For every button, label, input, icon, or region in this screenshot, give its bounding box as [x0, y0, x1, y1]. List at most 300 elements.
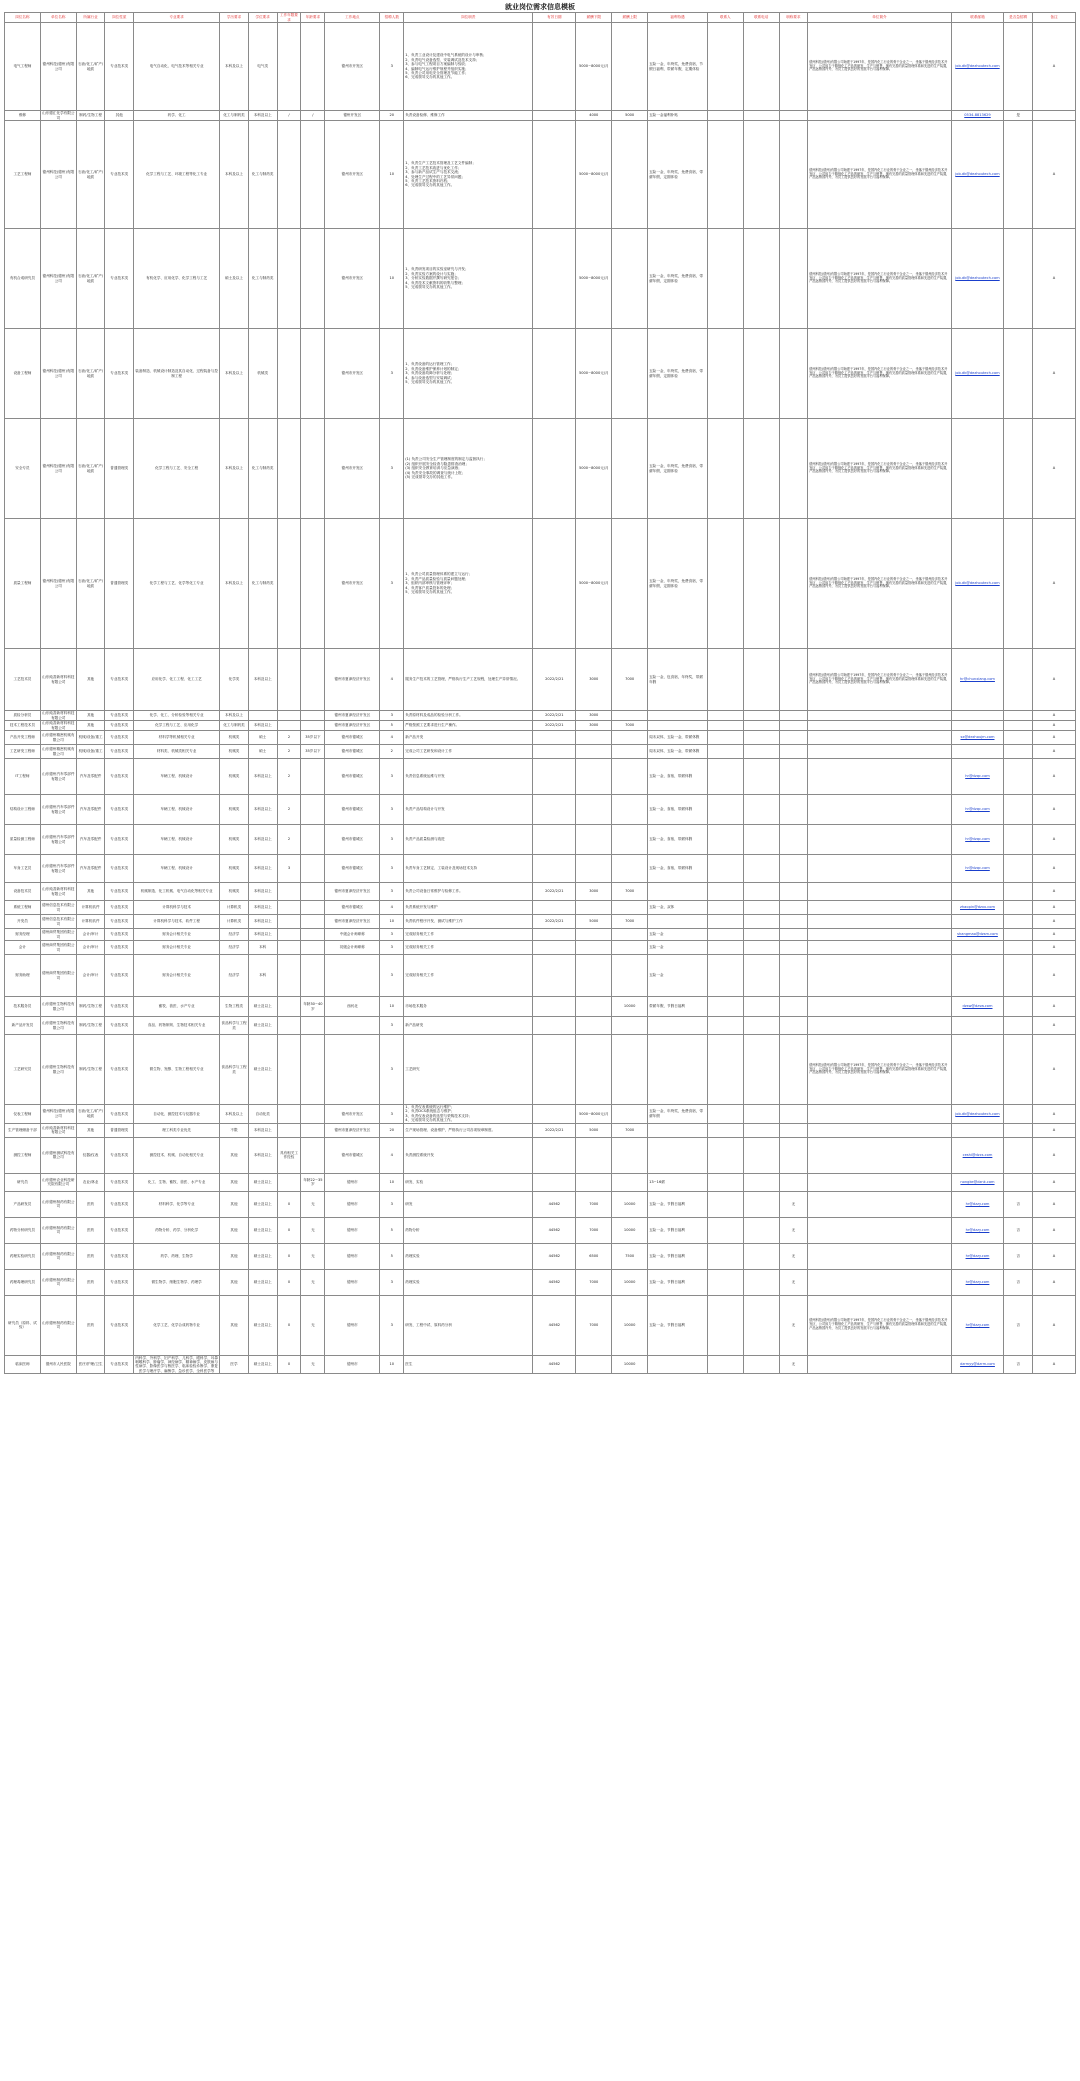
years-cell: 0 [277, 1355, 301, 1374]
age-cell: 年龄22~35岁 [301, 1173, 325, 1191]
date-cell [533, 519, 576, 649]
low-cell: 5000~8000元/月 [576, 419, 612, 519]
industry-cell: 制药/生物工程 [76, 111, 105, 121]
major2-cell: 本科及以上 [248, 1137, 277, 1173]
email-link[interactable]: zhaopin@dzxx.com [960, 905, 995, 910]
age-cell [301, 915, 325, 929]
major2-cell: 本科及以上 [248, 825, 277, 855]
email-link[interactable]: hr@dzzy.com [965, 1322, 990, 1327]
name-cell: 财务助理 [5, 955, 41, 997]
major-cell: 财务会计相关专业 [134, 929, 220, 941]
date-cell [533, 997, 576, 1017]
major2-cell: 硕士及以上 [248, 1217, 277, 1243]
phone-cell [743, 711, 779, 721]
column-header: 有效日期 [533, 13, 576, 23]
high-cell [612, 929, 648, 941]
table-row [5, 825, 1076, 855]
email-cell [951, 915, 1004, 929]
column-header: 联系人 [707, 13, 743, 23]
years-cell [277, 883, 301, 901]
phone-cell [743, 855, 779, 883]
low-cell: 5000~8000元/月 [576, 121, 612, 229]
major-cell: 车辆工程、机械设计 [134, 855, 220, 883]
name-cell: 技术服务员 [5, 997, 41, 1017]
years-cell [277, 1017, 301, 1035]
nature-cell: 专业技术类 [105, 23, 134, 111]
duty-cell: 1、负责生产工艺技术管理及工艺文件编制； 2、负责工艺技术改进与优化工作； 3、参与新产品试生产与技术交流； 4、处理生产过程中的工艺异常问题； 5、负责工艺技术资料归档； 6、完成领导交办的其他工作。 [404, 121, 533, 229]
company-cell: 山东德州生物科技有限公司 [40, 1017, 76, 1035]
company-intro-cell [808, 955, 951, 997]
low-cell: 7000 [576, 1269, 612, 1295]
nature-cell: 专业技术类 [105, 731, 134, 745]
email-link[interactable]: hr@dzqc.com [965, 807, 990, 812]
count-cell: 4 [380, 731, 404, 745]
phone-cell [743, 1269, 779, 1295]
table-row [5, 649, 1076, 711]
industry-cell: 医药 [76, 1269, 105, 1295]
industry-cell: 医疗/护理/卫生 [76, 1355, 105, 1374]
name-cell: 临床医师 [5, 1355, 41, 1374]
email-link[interactable]: nongke@dznk.com [960, 1179, 995, 1184]
date-cell: 44562 [533, 1217, 576, 1243]
major-cell: 微生物学、细胞生物学、药理学 [134, 1269, 220, 1295]
email-link[interactable]: dzsw@dzsw.com [962, 1004, 993, 1009]
phone-cell [743, 111, 779, 121]
duty-cell: 完成财务相关工作 [404, 955, 533, 997]
duty-cell: 完成财务相关工作 [404, 929, 533, 941]
contact-cell [707, 111, 743, 121]
low-cell: 5000 [576, 1123, 612, 1137]
years-cell [277, 1173, 301, 1191]
industry-cell: 其他 [76, 711, 105, 721]
major-cell: 内科学、外科学、妇产科学、儿科学、眼科学、耳鼻咽喉科学、肿瘤学、神经病学、精神病学、皮肤病与性病学、影像医学与核医学、临床检验诊断学、康复医学与理疗学、麻醉学、急诊医学、全科医学等 [135, 1355, 218, 1373]
company-intro-cell [808, 795, 951, 825]
degree-cell: 化工与制药类 [220, 721, 249, 731]
major2-cell: 硕士及以上 [248, 1269, 277, 1295]
title_req-cell [779, 825, 808, 855]
company-cell: 德州商贸集团有限公司 [42, 930, 75, 939]
email-cell [951, 929, 1004, 941]
name-cell: 药理实验研究员 [5, 1243, 41, 1269]
table-row [5, 1295, 1076, 1355]
title_req-cell: 无 [779, 1191, 808, 1217]
duty-cell: 负责车身工艺制定、工装设计及现场技术支持 [404, 855, 533, 883]
nature-cell: 专业技术类 [105, 883, 134, 901]
email-link[interactable]: hr@dzqc.com [965, 837, 990, 842]
contact-cell [707, 1017, 743, 1035]
title_req-cell [779, 111, 808, 121]
urgent-cell [1004, 941, 1033, 955]
industry-cell: 会计/审计 [76, 929, 105, 941]
date-cell [533, 329, 576, 419]
date-cell [533, 731, 576, 745]
nature-cell: 普通管理类 [105, 519, 134, 649]
note-cell: A [1032, 795, 1075, 825]
nature-cell: 专业技术类 [105, 929, 134, 941]
date-cell [533, 419, 576, 519]
email-cell [951, 795, 1004, 825]
low-cell [576, 1035, 612, 1105]
email-link[interactable]: job.dk@dezhoutech.com [955, 64, 1000, 69]
job-table [4, 12, 1076, 1374]
high-cell: 10000 [612, 1217, 648, 1243]
count-cell: 3 [380, 929, 404, 941]
column-header: 工作年限要求 [277, 13, 301, 23]
welfare-cell: 13~16薪 [648, 1173, 708, 1191]
contact-cell [707, 229, 743, 329]
place-cell: 德州市夏津经济开发区 [325, 1123, 380, 1137]
age-cell: 无 [301, 1217, 325, 1243]
contact-cell [707, 1173, 743, 1191]
major2-cell: 硕士 [248, 731, 277, 745]
table-row [5, 929, 1076, 941]
age-cell [301, 229, 325, 329]
title_req-cell [779, 711, 808, 721]
high-cell: 10000 [612, 1191, 648, 1217]
contact-cell [707, 941, 743, 955]
count-cell: 20 [380, 1123, 404, 1137]
email-cell [951, 229, 1004, 329]
date-cell [533, 229, 576, 329]
low-cell [576, 759, 612, 795]
industry-cell: 其他 [76, 1123, 105, 1137]
low-cell: 5000~8000元/月 [576, 229, 612, 329]
age-cell: 无 [301, 1191, 325, 1217]
email-link[interactable]: hr@dzzy.com [965, 1201, 990, 1206]
industry-cell: 石油/化工/矿产/地质 [76, 229, 105, 329]
nature-cell: 专业技术类 [105, 711, 134, 721]
count-cell: 3 [380, 855, 404, 883]
column-header: 工作地点 [325, 13, 380, 23]
phone-cell [743, 649, 779, 711]
welfare-cell: 五险一金 [648, 929, 708, 941]
degree-cell: 机械类 [220, 883, 249, 901]
nature-cell: 专业技术类 [105, 825, 134, 855]
contact-cell [707, 1137, 743, 1173]
years-cell [277, 23, 301, 111]
phone-cell [743, 1137, 779, 1173]
table-row [5, 1137, 1076, 1173]
degree-cell: 本科及以上 [220, 329, 249, 419]
email-link[interactable]: job.dk@dezhoutech.com [955, 172, 1000, 177]
welfare-cell: 五险一金，节假日福利 [648, 1269, 708, 1295]
name-cell: 生产管理储备干部 [5, 1123, 41, 1137]
low-cell [576, 901, 612, 915]
low-cell: 5000~8000元/月 [576, 23, 612, 111]
major-cell: 畜牧、兽医、水产专业 [134, 997, 220, 1017]
table-row [5, 1243, 1076, 1269]
email-link[interactable]: job.dk@dezhoutech.com [955, 1111, 1000, 1116]
company-cell: 山东德州制药有限公司 [40, 1191, 76, 1217]
major-cell: 财务会计相关专业 [134, 941, 220, 955]
contact-cell [707, 419, 743, 519]
email-cell [951, 1269, 1004, 1295]
industry-cell: 机械/设备/重工 [76, 731, 105, 745]
email-link[interactable]: dzrmyy@dzrm.com [960, 1362, 995, 1367]
column-header: 招聘人数 [380, 13, 404, 23]
major-cell: 化学、化工、分析检验等相关专业 [134, 711, 220, 721]
name-cell: 质量检测工程师 [5, 825, 41, 855]
company-cell: 德州信息技术有限公司 [40, 915, 76, 929]
count-cell: 3 [380, 519, 404, 649]
title_req-cell [779, 901, 808, 915]
years-cell [277, 901, 301, 915]
date-cell [533, 1137, 576, 1173]
email-cell [951, 855, 1004, 883]
urgent-cell [1004, 1105, 1033, 1124]
table-row [5, 1355, 1076, 1374]
urgent-cell: 否 [1004, 1191, 1033, 1217]
note-cell: A [1032, 1295, 1075, 1355]
low-cell: 7000 [576, 1217, 612, 1243]
nature-cell: 专业技术类 [105, 1217, 134, 1243]
name-cell: 开发员 [5, 915, 41, 929]
email-link[interactable]: hr@dzqc.com [965, 866, 990, 871]
phone-cell [743, 1355, 779, 1374]
count-cell: 4 [380, 1137, 404, 1173]
contact-cell [707, 711, 743, 721]
welfare-cell: 五险一金，节假日福利 [648, 1191, 708, 1217]
contact-cell [707, 649, 743, 711]
email-cell [951, 955, 1004, 997]
email-cell [951, 901, 1004, 915]
major2-cell [248, 711, 277, 721]
title_req-cell [779, 1137, 808, 1173]
age-cell [301, 759, 325, 795]
name-cell: 质量工程师 [5, 519, 41, 649]
name-cell: 工艺技术员 [5, 649, 41, 711]
name-cell: 研究员 [5, 1173, 41, 1191]
email-link[interactable]: job.dk@dezhoutech.com [955, 581, 1000, 586]
email-link[interactable]: job.dk@dezhoutech.com [955, 371, 1000, 376]
low-cell: 5000~8000元/月 [576, 519, 612, 649]
email-link[interactable]: hr@dzzy.com [965, 1227, 990, 1232]
high-cell [612, 121, 648, 229]
contact-cell [707, 329, 743, 419]
age-cell [301, 1035, 325, 1105]
years-cell: 2 [277, 759, 301, 795]
phone-cell [743, 745, 779, 759]
place-cell: 德州市德城区 [325, 731, 380, 745]
welfare-cell [648, 1123, 708, 1137]
email-link[interactable]: 0534-8813629 [964, 113, 991, 118]
count-cell: 3 [380, 1295, 404, 1355]
count-cell: 5 [380, 1217, 404, 1243]
welfare-cell: 五险一金，食宿，带薪休假 [648, 825, 708, 855]
age-cell [301, 711, 325, 721]
count-cell: 5 [380, 721, 404, 731]
header-row [5, 13, 1076, 23]
industry-cell: 其他 [76, 649, 105, 711]
phone-cell [743, 731, 779, 745]
email-link[interactable]: sx@dezhoujm.com [960, 735, 995, 740]
contact-cell [707, 883, 743, 901]
date-cell: 44562 [533, 1355, 576, 1374]
email-link[interactable]: shangmao@dzsm.com [957, 932, 998, 937]
nature-cell: 专业技术类 [105, 1105, 134, 1124]
email-cell [951, 1017, 1004, 1035]
low-cell [576, 997, 612, 1017]
degree-cell: 食品科学与工程类 [220, 1035, 249, 1105]
title_req-cell [779, 649, 808, 711]
note-cell: A [1032, 329, 1075, 419]
title_req-cell [779, 941, 808, 955]
high-cell [612, 825, 648, 855]
title_req-cell [779, 795, 808, 825]
place-cell: 德州开发区 [325, 111, 380, 121]
nature-cell: 专业技术类 [105, 649, 134, 711]
place-cell: 德州市开发区 [325, 519, 380, 649]
email-cell [951, 745, 1004, 759]
email-link[interactable]: hr@dzzy.com [965, 1253, 990, 1258]
title_req-cell [779, 997, 808, 1017]
contact-cell [707, 929, 743, 941]
company-cell: 德州科技(德州)有限公司 [40, 1105, 76, 1124]
note-cell [1032, 111, 1075, 121]
email-cell [951, 1123, 1004, 1137]
contact-cell [707, 1355, 743, 1374]
nature-cell: 专业技术类 [105, 1295, 134, 1355]
major-cell: 车辆工程、机械设计 [134, 825, 220, 855]
contact-cell [707, 1295, 743, 1355]
industry-cell: 医药 [76, 1243, 105, 1269]
column-header: 联系邮箱 [951, 13, 1004, 23]
column-header: 薪酬上限 [612, 13, 648, 23]
date-cell: 2022/2/21 [533, 649, 576, 711]
company-intro-cell [808, 915, 951, 929]
count-cell: 3 [380, 1191, 404, 1217]
phone-cell [743, 1243, 779, 1269]
count-cell: 3 [380, 711, 404, 721]
low-cell: 3000 [576, 721, 612, 731]
nature-cell: 专业技术类 [105, 721, 134, 731]
date-cell: 44562 [533, 1295, 576, 1355]
email-link[interactable]: ceshi@dzcs.com [962, 1152, 993, 1157]
duty-cell: 药物分析 [404, 1217, 533, 1243]
major-cell: 计算机科学与技术、软件工程 [134, 915, 220, 929]
degree-cell: 其他 [220, 1173, 249, 1191]
high-cell: 7000 [612, 721, 648, 731]
high-cell [612, 901, 648, 915]
degree-cell: 食品科学与工程类 [220, 1017, 249, 1035]
date-cell [533, 1017, 576, 1035]
degree-cell: 其他 [220, 1269, 249, 1295]
phone-cell [743, 721, 779, 731]
years-cell: 2 [277, 745, 301, 759]
email-link[interactable]: hr@dzqc.com [965, 774, 990, 779]
name-cell: 仪表工程师 [5, 1105, 41, 1124]
low-cell: 6500 [576, 1243, 612, 1269]
email-cell [951, 23, 1004, 111]
email-link[interactable]: hr@dzzy.com [965, 1279, 990, 1284]
name-cell: 维修 [5, 111, 41, 121]
table-row [5, 229, 1076, 329]
company-intro-cell: 德州科技(德州)有限公司始建于1997年，是国内化工行业的骨干企业之一，坐落于德州经济技术开发区，公司致力于精细化工产品的研发、生产与销售，拥有完善的质量管理体系和先进的生产装置，产品远销国内外，为员工提供良好的发展平台与福利保障。 [808, 1295, 951, 1355]
degree-cell: 本科及以上 [220, 419, 249, 519]
column-header: 是否急招聘 [1004, 13, 1033, 23]
note-cell: A [1032, 997, 1075, 1017]
company-cell: 山东德州制药有限公司 [40, 1217, 76, 1243]
industry-cell: 石油/化工/矿产/地质 [76, 419, 105, 519]
email-cell [951, 519, 1004, 649]
company-cell: 德州科技(德州)有限公司 [40, 23, 76, 111]
years-cell [277, 915, 301, 929]
major-cell: 药学、药理、生物学 [134, 1243, 220, 1269]
contact-cell [707, 901, 743, 915]
company-intro-cell: 德州科技(德州)有限公司始建于1997年，是国内化工行业的骨干企业之一，坐落于德州经济技术开发区，公司致力于精细化工产品的研发、生产与销售，拥有完善的质量管理体系和先进的生产装置，产品远销国内外，为员工提供良好的发展平台与福利保障。 [808, 419, 951, 519]
industry-cell: 石油/化工/矿产/地质 [76, 1105, 105, 1124]
years-cell: 具有相关工作经验 [277, 1137, 301, 1173]
age-cell [301, 519, 325, 649]
email-cell [951, 711, 1004, 721]
duty-cell: 负责原材料及成品的检验分析工作。 [404, 711, 533, 721]
years-cell: 0 [277, 1191, 301, 1217]
column-header: 单位名称 [40, 13, 76, 23]
table-row [5, 419, 1076, 519]
major2-cell: 硕士及以上 [248, 1035, 277, 1105]
welfare-cell: 五险一金 [648, 955, 708, 997]
nature-cell: 专业技术类 [105, 955, 134, 997]
high-cell [612, 329, 648, 419]
company-cell: 山东德州汽车零部件有限公司 [40, 825, 76, 855]
place-cell: 德州市德城区 [325, 759, 380, 795]
name-cell: 测控工程师 [5, 1137, 41, 1173]
email-link[interactable]: job.dk@dezhoutech.com [955, 276, 1000, 281]
company-cell: 山东纯香新材料科技有限公司 [40, 1123, 76, 1137]
table-row [5, 519, 1076, 649]
name-cell: 质检分析员 [5, 711, 41, 721]
name-cell: 产品开发工程师 [5, 731, 41, 745]
company-intro-cell [808, 929, 951, 941]
company-cell: 德州科技(德州)有限公司 [40, 121, 76, 229]
major2-cell: 本科及以上 [248, 929, 277, 941]
contact-cell [707, 721, 743, 731]
degree-cell: 其他 [220, 1137, 249, 1173]
industry-cell: 计算机软件 [76, 901, 105, 915]
title_req-cell [779, 1017, 808, 1035]
duty-cell: 医生 [404, 1355, 533, 1374]
degree-cell: 本科及以上 [220, 23, 249, 111]
major-cell: 电气自动化、电气技术等相关专业 [134, 23, 220, 111]
contact-cell [707, 795, 743, 825]
years-cell [277, 941, 301, 955]
major2-cell: 本科及以上 [248, 883, 277, 901]
low-cell: 7000 [576, 1191, 612, 1217]
age-cell [301, 329, 325, 419]
title_req-cell [779, 955, 808, 997]
table-row [5, 1105, 1076, 1124]
company-cell: 山东德州汽车零部件有限公司 [40, 795, 76, 825]
name-cell: 产品研发员 [5, 1191, 41, 1217]
major-cell: 化工、生物、畜牧、兽医、水产专业 [134, 1173, 220, 1191]
email-link[interactable]: hr@chunxiang.com [960, 677, 995, 682]
contact-cell [707, 1269, 743, 1295]
duty-cell: 负责系统开发与维护 [404, 901, 533, 915]
note-cell: A [1032, 1355, 1075, 1374]
date-cell: 2022/2/21 [533, 915, 576, 929]
place-cell: 德州市 [325, 1295, 380, 1355]
name-cell: 药物分析研究员 [5, 1217, 41, 1243]
low-cell [576, 929, 612, 941]
urgent-cell [1004, 1017, 1033, 1035]
high-cell [612, 745, 648, 759]
major-cell: 计算机科学与技术 [134, 901, 220, 915]
major2-cell: 硕士及以上 [248, 997, 277, 1017]
degree-cell: 硕士及以上 [220, 229, 249, 329]
phone-cell [743, 121, 779, 229]
phone-cell [743, 929, 779, 941]
degree-cell: 经济学 [220, 929, 249, 941]
